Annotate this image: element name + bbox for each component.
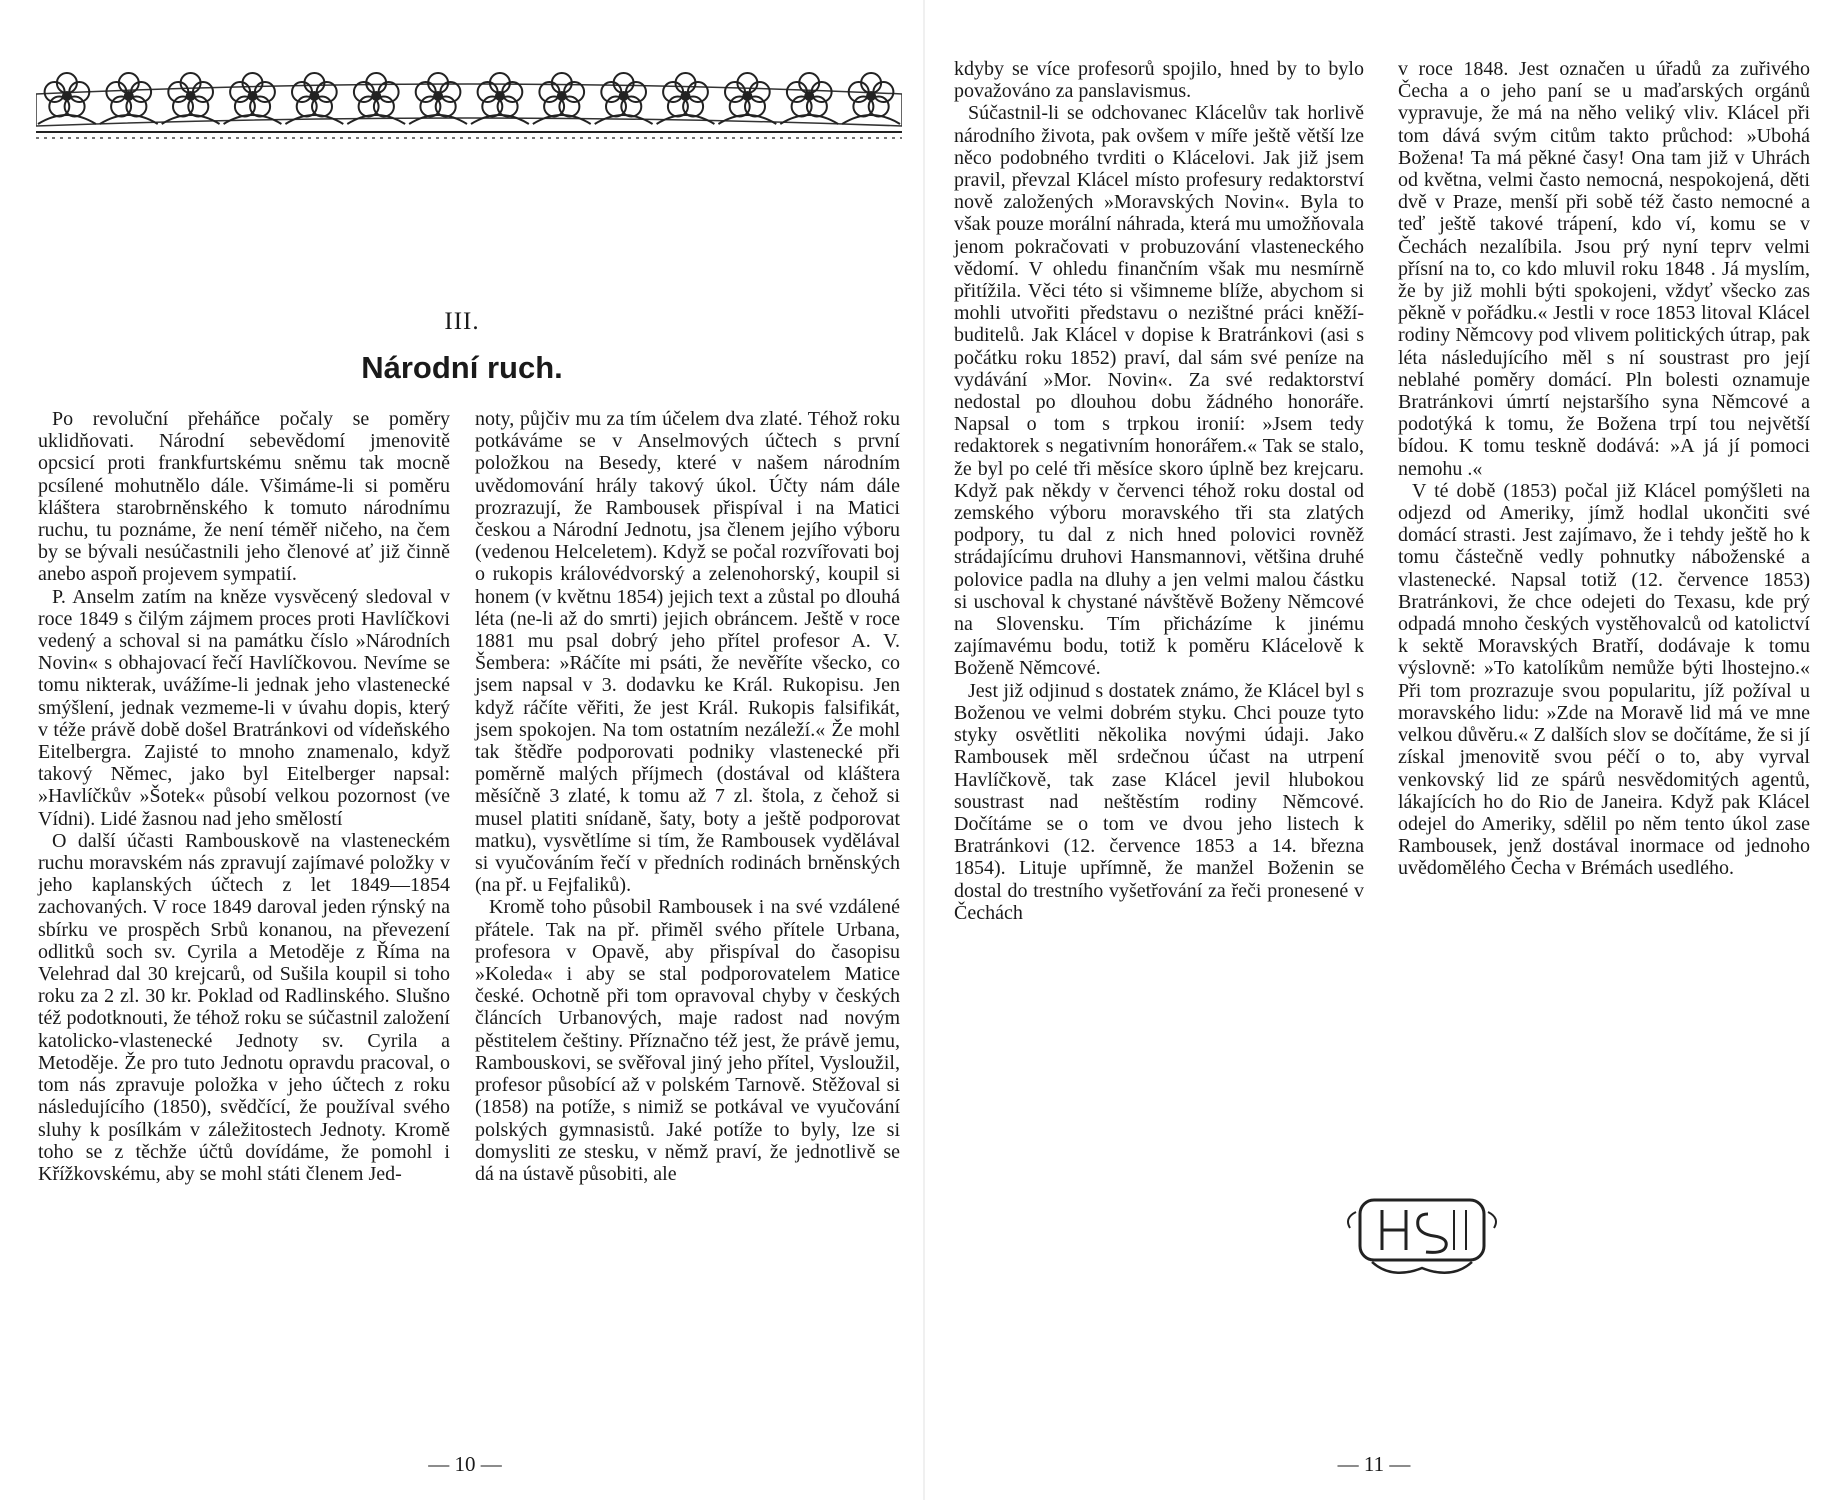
left-column-2 [475,408,900,1185]
paragraph: Kromě toho působil Rambousek i na své vzdálené přátele. Tak na př. přiměl svého přítele Urbana, profesora v Opavě, aby přispíval do časopisu »Koleda« i aby se stal podporovatelem Matice české. Ochotně při tom opravoval chyby v českých článcích Urbanových, maje radost nad novým pěstitelem češtiny. Příznačno též jest, že právě jemu, Rambouskovi, se svěřoval jiný jeho přítel, Vysloužil, profesor působící až v polském Tarnově. Stěžoval si (1858) na potíže, s nimiž se potkával ve vyučování polských gymnasistů. Jaké potíže to byly, lze si domysliti ze stesku, v němž praví, že jednotlivě se dá na ústavě působiti, ale [475,896,900,1185]
paragraph: v roce 1848. Jest označen u úřadů za zuřivého Čecha a o jeho paní se u maďarských orgánů vypravuje, že má na něho veliký vliv. Klácel při tom dává svým citům takto průchod: »Ubohá Božena! Ta má pěkné časy! Ona tam již v Uhrách od května, velmi často nemocná, nespokojená, děti dvě v Praze, menší při sobě též často nemocné a teď ještě takové trápení, kdo ví, komu se v Čechách nezalíbila. Jsou prý nyní teprv velmi přísní na to, co kdo mluvil roku 1848 . Já myslím, že by již mohli býti spokojeni, vždyť všecko zas pěkně v pořádku.« Jestli v roce 1853 litoval Klácel rodiny Němcovy pod vlivem politických útrap, pak léta následujícího měl s ní soustrast pro její neblahé poměry domácí. Pln bolesti oznamuje Bratránkovi úmrtí nejstaršího syna Němcové a podotýká k tomu, že Božena trpí tou největší bídou. K tomu teskně dodává: »A já jí pomoci nemohu .« [1398,58,1810,480]
paragraph: P. Anselm zatím na kněze vysvěcený sledoval v roce 1849 s čilým zájmem proces proti Havlíčkovi vedený a schoval si na památku číslo »Národních Novin« s obhajovací řečí Havlíčkovou. Nevíme se tomu nikterak, uvážíme-li jednak jeho vlastenecké smýšlení, jednak vezmeme-li v úvahu dopis, který v téže právě době došel Bratránkovi od vídeňského Eitelbergra. Zajisté to mnoho znamenalo, když takový Němec, jako byl Eitelberger napsal: »Havlíčkův »Šotek« působí velkou pozornost (ve Vídni). Lidé žasnou nad jeho smělostí [38,585,450,830]
paragraph: Súčastnil-li se odchovanec Klácelův tak horlivě národního života, pak ovšem v míře ještě větší lze něco podobného tvrditi o Klácelovi. Jak již jsem pravil, převzal Klácel místo profesury redaktorství nově založených »Moravských Novin«. Byla to však pouze morální náhrada, která mu umožňovala jenom pokračovati v probuzování vlasteneckého vědomí. V ohledu finančním však mu nesmírně přitížila. Věci této si všimneme blíže, abychom si mohli utvořiti představu o nezištné práci kněží-buditelů. Jak Klácel v dopise k Bratránkovi (asi s počátku roku 1852) praví, dal sám své peníze na vydávání »Mor. Novin«. Za své redaktorství nedostal po dlouhou dobu žádného honoráře. Napsal o tom s trpkou ironií: »Jsem tedy redaktorek s negativním honorářem.« Tak se stalo, že byl po celé tři měsíce skoro úplně bez krejcaru. Když pak někdy v červenci téhož roku dostal od zemského výboru moravského tři sta zlatých podpory, tu dal z nich hned polovici rovněž strádajícímu druhovi Hansmannovi, většina druhé polovice padla na dluhy a jen velmi malou částku si uschoval k chystané návštěvě Boženy Němcové na Slovensku. Tím přicházíme k jinému zajímavému bodu, totiž k poměru Klácelově k Boženě Němcové. [954,102,1364,680]
page-number: — 10 — [428,1452,502,1476]
paragraph: Jest již odjinud s dostatek známo, že Klácel byl s Boženou ve velmi dobrém styku. Chci pouze tyto styky osvětliti několika novými údaji. Jako Rambousek měl srdečnou účast na utrpení Havlíčkově, tak zase Klácel jevil hlubokou soustrast nad neštěstím rodiny Němcové. Dočítáme se o tom ve dvou jeho listech k Bratránkovi (12. července 1853 a 14. března 1854). Lituje upřímně, že manžel Boženin se dostal do trestního vyšetřování za řeči pronesené v Čechách [954,679,1364,924]
floral-ornament-banner [36,56,902,148]
paragraph: V té době (1853) počal již Klácel pomýšleti na odjezd od Ameriky, jímž hodlal ukončiti své domácí strasti. Jest zajímavo, že i tehdy ještě ho k tomu částečně vedly pohnutky náboženské a vlastenecké. Napsal totiž (12. července 1853) Bratránkovi, že chce odejeti do Texasu, kde prý odpadá mnoho českých vystěhovalců od katolictví k sektě Moravských Bratří, dodávaje k tomu výslovně: »To katolíkům nemůže býti lhostejno.« Při tom prozrazuje svou popularitu, jíž požíval u moravského lidu: »Zde na Moravě lid má ve mne velkou důvěru.« Z dalších slov se dočítáme, že si jí získal jmenovitě svou péčí o to, aby vyrval venkovský lid ze spárů nesvědomitých agentů, lákajících ho do Rio de Janeira. Když pak Klácel odejel do Ameriky, sdělil po něm tento úkol zase Rambousek, jenž dostával inormace od jednoho uvědomělého Čecha v Brémách usedlého. [1398,479,1810,880]
floral-ornament-icon [36,73,902,126]
paragraph: kdyby se více profesorů spojilo, hned by to bylo považováno za panslavismus. [954,58,1364,103]
right-page [924,0,1848,1500]
right-column-2 [1398,58,1810,880]
paragraph: Po revoluční přeháňce počaly se poměry uklidňovati. Národní sebevědomí jmenovitě opcsicí proti frankfurtskému sněmu tak mocně pcsílené mohutnělo dále. Všimáme-li si poměru kláštera starobrněnského k tomuto národnímu ruchu, tu poznáme, že není téměř ničeho, na čem by se bývali nesúčastnili jeho členové ať již činně anebo aspoň projevem sympatií. [38,408,450,586]
printer-signet-icon [1342,1188,1502,1284]
section-number: III. [444,308,480,335]
paragraph: O další účasti Rambouskově na vlasteneckém ruchu moravském nás zpravují zajímavé položky v jeho kaplanských účtech z let 1849—1854 zachovaných. V roce 1849 daroval jeden rýnský na sbírku ve prospěch Srbů konanou, na převezení odlitků soch sv. Cyrila a Metoděje z Říma na Velehrad dal 30 krejcarů, od Sušila koupil si toho roku za 2 zl. 30 kr. Poklad od Radlinského. Slušno též podotknouti, že téhož roku se súčastnil založení katolicko-vlastenecké Jednoty sv. Cyrila a Metoděje. Že pro tuto Jednotu opravdu pracoval, o tom nás zpravuje položka v jeho účtech z roku následujícího (1850), svědčící, že používal svého sluhy k posílkám v záležitostech Jednoty. Kromě toho se z těchže účtů dovídáme, že pomohl i Křížkovskému, aby se mohl státi členem Jed- [38,829,450,1185]
section-title: Národní ruch. [361,350,563,385]
left-column-1 [38,408,450,1185]
page-number: — 11 — [1337,1452,1411,1476]
right-column-1 [954,58,1364,924]
paragraph: noty, půjčiv mu za tím účelem dva zlaté. Téhož roku potkáváme se v Anselmových účtech s první položkou na Besedy, které v našem národním uvědomování hrály takový úkol. Účty nám dále prozrazují, že Rambousek přispíval i na Matici českou a Národní Jednotu, jsa členem jejího výboru (vedenou Helceletem). Když se počal rozvířovati boj o rukopis královédvorský a zelenohorský, koupil si honem (v květnu 1854) jejich text a zůstal po dlouhá léta (ne-li až do smrti) jejich obráncem. Ještě v roce 1881 mu psal dobrý jeho přítel profesor A. V. Šembera: »Ráčíte mi psáti, že nevěříte všecko, co jsem napsal v 3. dodavku ke Král. Rukopisu. Jen když ráčíte věřiti, že jest Král. Rukopis falsifikát, jsem spokojen. Na tom ostatním nezáleží.« Že mohl tak štědře podporovati podniky vlastenecké při poměrně malých příjmech (dostával od kláštera měsíčně 3 zlaté, k tomu až 7 zl. štola, z čehož si musel platiti snídaně, šaty, boty a ještě podporovat matku), vysvětlíme si tím, že Rambousek vydělával si vyučováním řečí v předních rodinách brněnských (na př. u Fejfaliků). [475,408,900,897]
